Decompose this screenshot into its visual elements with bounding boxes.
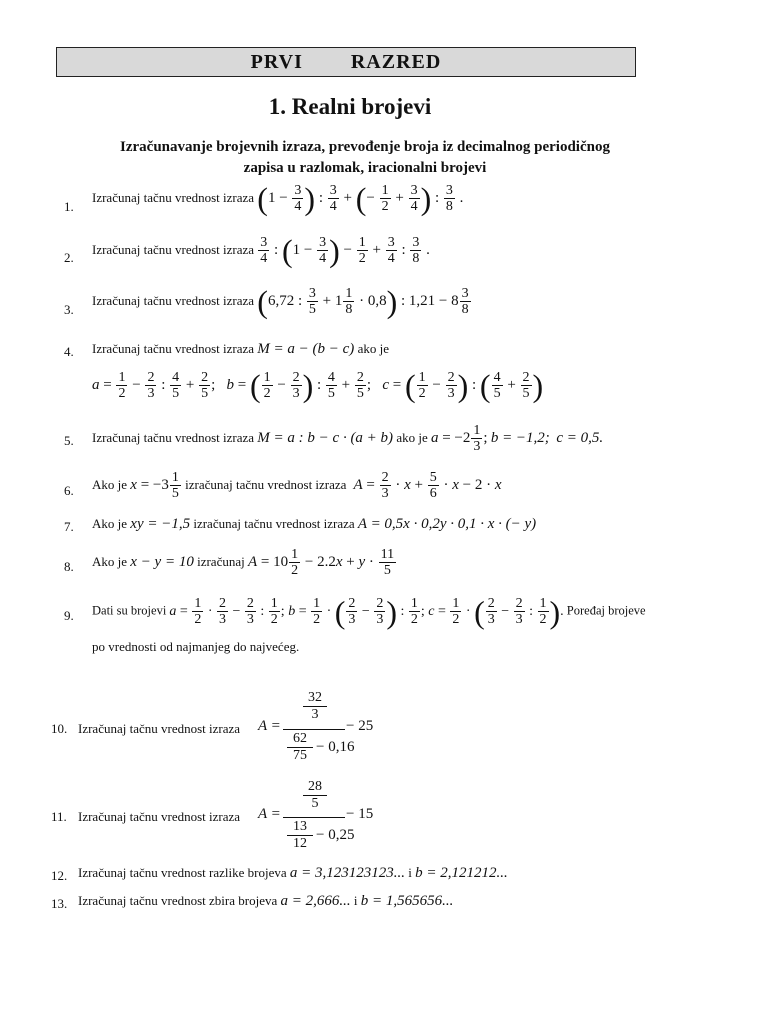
problem-6-text2: izračunaj tačnu vrednost izraza [185, 476, 347, 492]
problem-5-number: 5. [64, 433, 74, 448]
section-subtitle [60, 137, 670, 179]
problem-6: Ako je x = −3 $\frac{1}{5}$ izračunaj tačnu vrednost izraza A = $\frac{2}{3}$ · x + $\frac{5}{6}$ · x − 2 · x [92, 470, 502, 501]
chapter-title: 1. Realni brojevi [268, 94, 432, 119]
header-title: PRVI RAZRED [250, 50, 442, 73]
problem-11-number: 11. [51, 809, 67, 824]
problem-12 [78, 865, 508, 882]
problem-1-text: Izračunaj tačnu vrednost izraza [92, 189, 255, 205]
problem-7 [92, 516, 536, 533]
problem-8-number: 8. [64, 559, 74, 574]
header-bar [56, 47, 636, 77]
subtitle-line-2: zapisa u razlomak, iracionalni brojevi [243, 160, 487, 176]
problem-7-text2: izračunaj tačnu vrednost izraza [193, 516, 355, 531]
problem-12-conj: i [408, 865, 412, 880]
problem-9: Dati su brojevi a = $\frac{1}{2}$ · $\frac{2}{3}$ − $\frac{2}{3}$ : $\frac{1}{2}$ ; b = $\frac{1}{2}$ · ( $\frac{2}{3}$ − $\frac{2}{3}$ ) : $\frac{1}{2}$ ; c = $\frac{1}{2}$ · ( $\frac{2}{3}$ − $\frac{2}{3}$ : $\frac{1}{2}$ ). Poređaj brojeve [92, 593, 646, 630]
problem-5-c: c = 0,5. [556, 429, 604, 446]
problem-13 [78, 893, 453, 910]
problem-2-expression: $\frac{3}{4}$ : (1 − $\frac{3}{4}$ ) − $\frac{1}{2}$ + $\frac{3}{4}$ : $\frac{3}{8}$ . [260, 232, 430, 269]
problem-8-expr1: x − y = 10 [130, 553, 194, 570]
problem-3 [92, 283, 472, 320]
problem-13-conj: i [353, 893, 358, 908]
problem-13-number: 13. [51, 896, 68, 911]
problem-7-number: 7. [64, 519, 74, 534]
problem-12-a: a = 3,123123123... [289, 865, 405, 881]
problem-6-number: 6. [64, 483, 74, 498]
problem-9-text1: Dati su brojevi [92, 603, 167, 618]
problem-1-expression: (1 − $\frac{3}{4}$ ) : $\frac{3}{4}$ + (− $\frac{1}{2}$ + $\frac{3}{4}$ ) : $\frac{3}{8}$ . [257, 180, 464, 217]
problem-5-cond: ako je [396, 429, 428, 445]
problem-13-a: a = 2,666... [280, 893, 351, 909]
problem-7-expr1: xy = −1,5 [130, 516, 191, 532]
problem-7-expr2: A = 0,5x · 0,2y · 0,1 · x · (− y) [357, 516, 537, 532]
problem-13-text: Izračunaj tačnu vrednost zbira brojeva [78, 893, 278, 908]
problem-9-number: 9. [64, 608, 74, 623]
problem-10-text: Izračunaj tačnu vrednost izraza [78, 721, 241, 736]
problem-6-text1: Ako je [92, 476, 128, 492]
problem-2 [92, 232, 430, 269]
problem-3-text: Izračunaj tačnu vrednost izraza [92, 292, 255, 308]
problem-3-number: 3. [64, 302, 74, 317]
problem-4-definitions: a = $\frac{1}{2}$ − $\frac{2}{3}$ : $\frac{4}{5}$ + $\frac{2}{5}$ ; b = ( $\frac{1}{2}$ − $\frac{2}{3}$ ) : $\frac{4}{5}$ + $\frac{2}{5}$ ; c = ( $\frac{1}{2}$ − $\frac{2}{3}$ ) : ( $\frac{4}{5}$ + $\frac{2}{5}$ ) [92, 367, 544, 404]
problem-4-text: Izračunaj tačnu vrednost izraza [92, 341, 255, 356]
problem-12-b: b = 2,121212... [415, 865, 508, 881]
problem-8: Ako je x − y = 10 izračunaj A = 10 $\frac{1}{2}$ − 2.2x + y · $\frac{11}{5}$ [92, 547, 395, 578]
problem-13-b: b = 1,565656... [360, 893, 454, 909]
problem-9-text2: Poređaj brojeve [566, 603, 646, 618]
problem-4-expression: M = a − (b − c) [257, 341, 355, 357]
problem-5-expression: M = a : b − c · (a + b) [257, 429, 394, 446]
problem-3-expression: (6,72 : $\frac{3}{5}$ + 1 $\frac{1}{8}$ · 0,8) : 1,21 − 8 $\frac{3}{8}$ [257, 283, 469, 320]
problem-4-number: 4. [64, 344, 74, 359]
problem-5-text: Izračunaj tačnu vrednost izraza [92, 429, 255, 445]
problem-10-number: 10. [51, 721, 68, 736]
problem-12-number: 12. [51, 868, 68, 883]
problem-9-line2: po vrednosti od najmanjeg do najvećeg. [92, 639, 300, 654]
problem-8-text1: Ako je [92, 553, 128, 569]
problem-1-number: 1. [64, 199, 74, 214]
problem-1 [92, 180, 464, 217]
problem-2-text: Izračunaj tačnu vrednost izraza [92, 241, 255, 257]
problem-2-number: 2. [64, 250, 74, 265]
problem-12-text: Izračunaj tačnu vrednost razlike brojeva [78, 865, 287, 880]
problem-5-b: b = −1,2; [490, 429, 550, 446]
problem-5: Izračunaj tačnu vrednost izraza M = a : b − c · (a + b) ako je a = −2 $\frac{1}{3}$ ; b = −1,2; c = 0,5. [92, 423, 604, 454]
problem-8-text2: izračunaj [197, 553, 245, 569]
problem-4-tail: ako je [357, 341, 389, 356]
problem-11-text: Izračunaj tačnu vrednost izraza [78, 809, 241, 824]
problem-4 [92, 341, 389, 358]
problem-7-text1: Ako je [92, 516, 128, 531]
subtitle-line-1: Izračunavanje brojevnih izraza, prevođenje broja iz decimalnog periodičnog [120, 139, 610, 155]
